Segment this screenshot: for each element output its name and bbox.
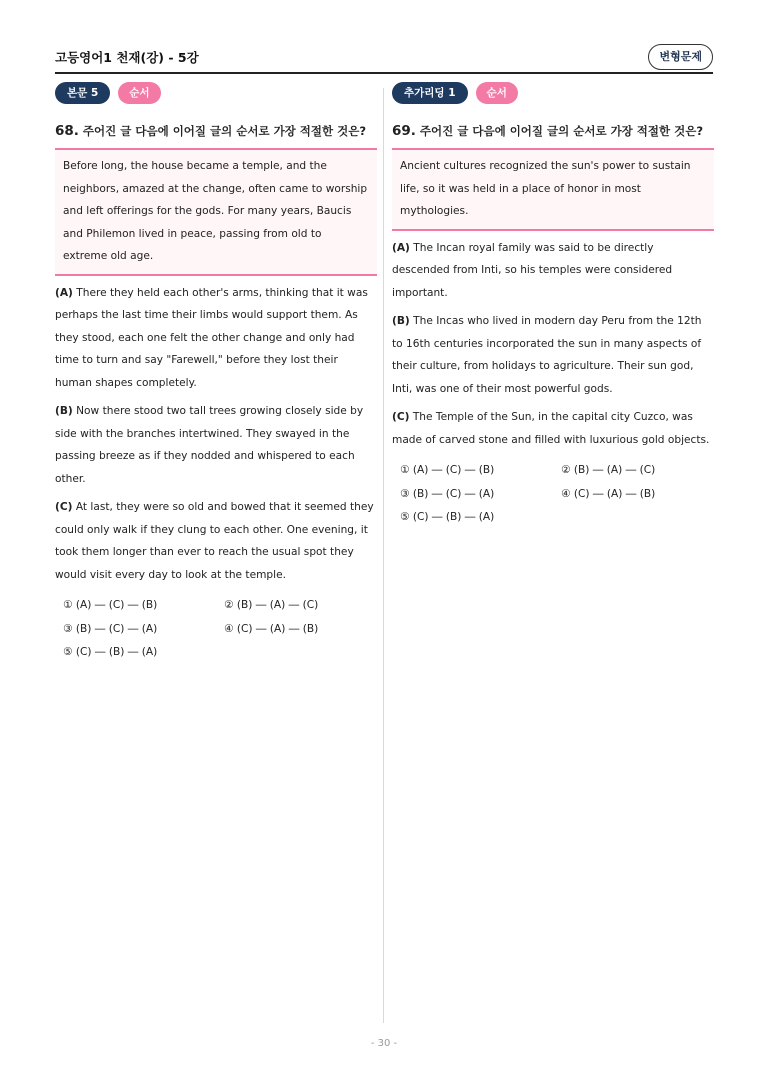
page-number: - 30 - [370,1038,398,1049]
type-tag: 순서 [118,82,160,104]
choice-4[interactable]: ④ (C) ― (A) ― (B) [224,622,319,635]
paragraph-label: (B) [392,315,410,327]
paragraph-label: (C) [55,501,73,513]
given-passage: Before long, the house became a temple, and the neighbors, amazed at the change, often came to worship and left offerings for the gods. For many years, Baucis and Philemon lived in peace, passing from old to extreme old age. [55,148,377,276]
column-divider [383,88,384,1023]
question-68 [55,122,377,140]
choice-2[interactable]: ② (B) ― (A) ― (C) [561,464,656,476]
paragraph-text: The Temple of the Sun, in the capital city Cuzco, was made of carved stone and filled with luxurious gold objects. [392,411,710,446]
type-tag: 순서 [476,82,518,104]
paragraph-b [392,310,714,400]
page-header [55,44,713,74]
paragraph-label: (A) [55,286,73,299]
paragraph-a [55,282,377,395]
paragraph-label: (C) [392,411,410,423]
paragraph-text: The Incan royal family was said to be directly descended from Inti, so his temples were considered important. [392,241,673,299]
question-number: 69. [392,123,416,139]
left-tags [55,82,377,104]
paragraph-a [392,237,714,305]
choice-3[interactable]: ③ (B) ― (C) ― (A) [400,487,495,500]
source-tag: 추가리딩 1 [392,82,468,104]
paragraph-label: (B) [55,405,73,417]
question-text: 주어진 글 다음에 이어질 글의 순서로 가장 적절한 것은? [82,124,367,138]
paragraph-text: There they held each other's arms, thinking that it was perhaps the last time their limbs would support them. As they stood, each one felt the other change and only had time to turn and say "Farewell," before they lost their human shapes completely. [55,286,368,389]
type-badge: 변형문제 [648,44,713,70]
answer-choices [55,594,377,665]
paragraph-text: The Incas who lived in modern day Peru from the 12th to 16th centuries incorporated the sun in many aspects of their culture, from holidays to agriculture. Their sun god, Inti, was one of their most powerful gods. [392,315,702,395]
choice-1[interactable]: ① (A) ― (C) ― (B) [400,464,495,476]
header-rule [55,72,713,74]
right-column [392,82,714,530]
choice-5[interactable]: ⑤ (C) ― (B) ― (A) [400,511,495,523]
paragraph-c [55,496,377,586]
left-column [55,82,377,665]
paragraph-c [392,406,714,451]
question-69 [392,122,714,140]
choice-4[interactable]: ④ (C) ― (A) ― (B) [561,487,656,500]
question-text: 주어진 글 다음에 이어질 글의 순서로 가장 적절한 것은? [419,124,704,138]
paragraph-text: At last, they were so old and bowed that it seemed they could only walk if they clung to each other. One evening, it took them longer than ever to reach the usual spot they would visit every day to look at the temple. [55,501,374,581]
choice-5[interactable]: ⑤ (C) ― (B) ― (A) [63,646,158,658]
paragraph-text: Now there stood two tall trees growing closely side by side with the branches intertwined. They swayed in the passing breeze as if they nodded and whispered to each other. [55,405,364,485]
question-number: 68. [55,123,79,139]
choice-3[interactable]: ③ (B) ― (C) ― (A) [63,622,158,635]
choice-1[interactable]: ① (A) ― (C) ― (B) [63,599,158,611]
paragraph-b [55,400,377,490]
choice-2[interactable]: ② (B) ― (A) ― (C) [224,599,319,611]
paragraph-label: (A) [392,241,410,254]
document-title: 고등영어1 천재(강) - 5강 [55,50,199,65]
right-tags [392,82,714,104]
answer-choices [392,459,714,530]
source-tag: 본문 5 [55,82,110,104]
given-passage: Ancient cultures recognized the sun's power to sustain life, so it was held in a place of honor in most mythologies. [392,148,714,231]
